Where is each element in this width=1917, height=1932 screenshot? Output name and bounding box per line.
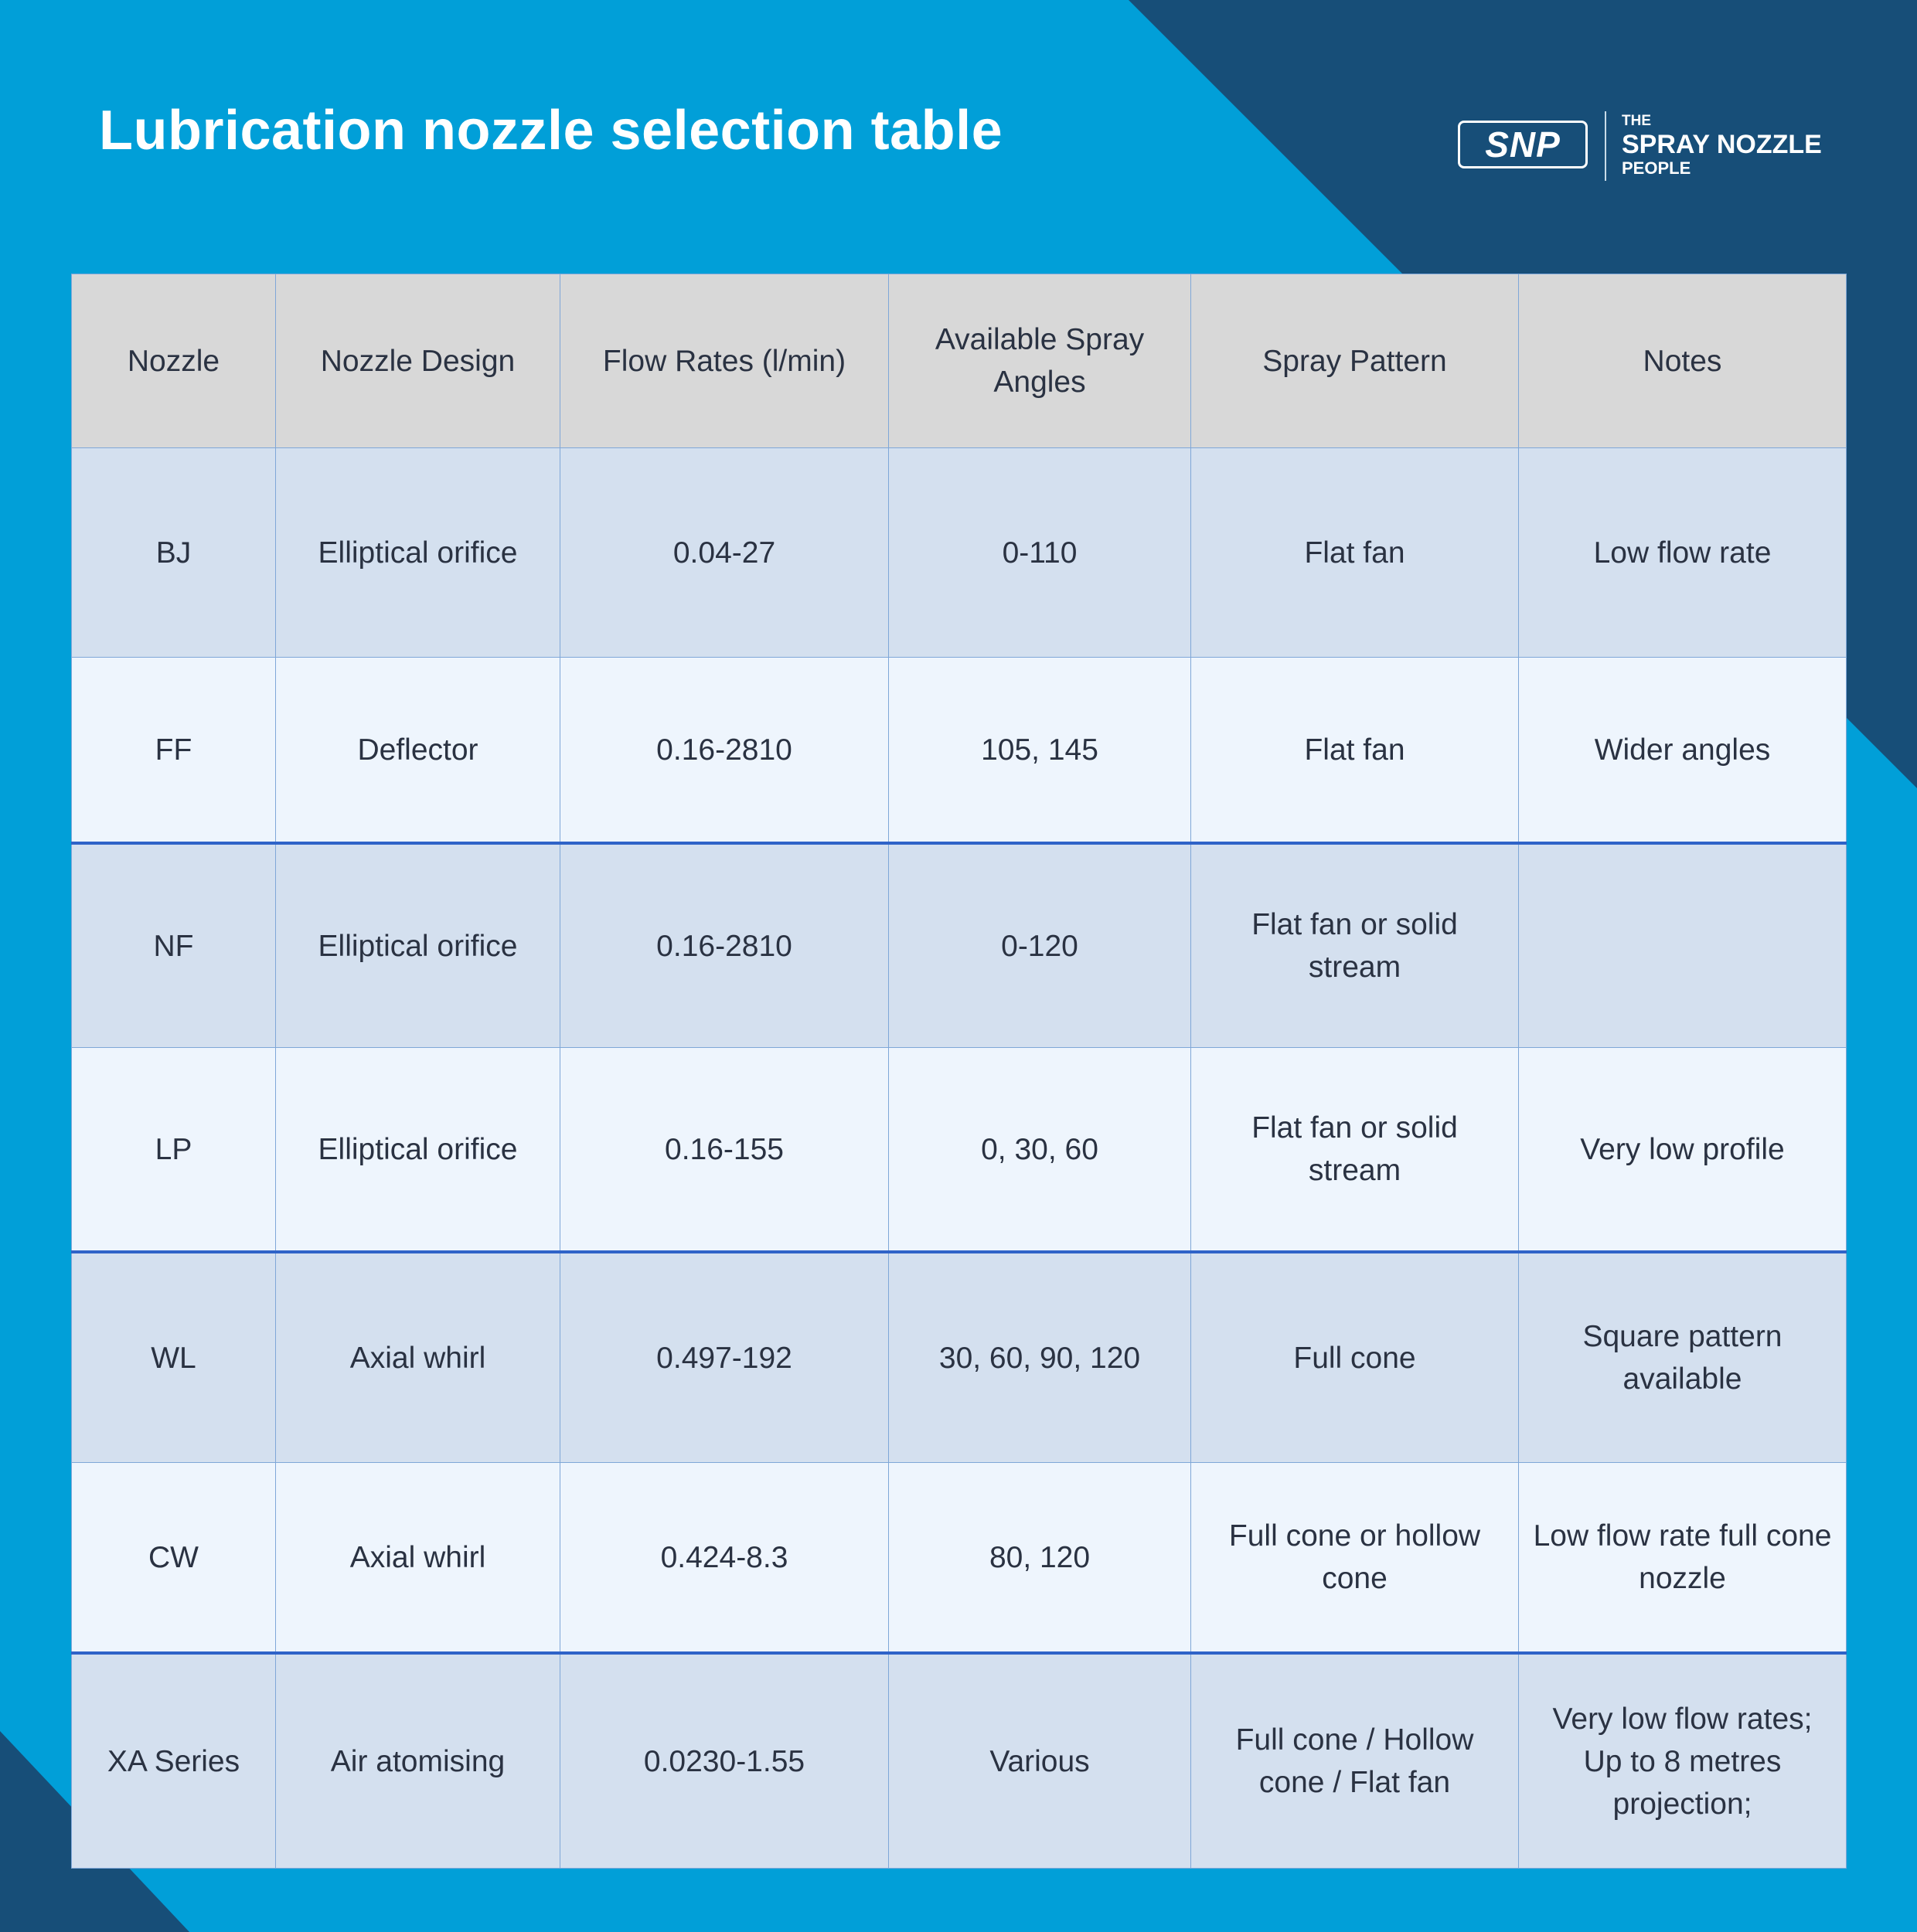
table-row [72, 843, 1847, 1048]
cell-spray-angles: 30, 60, 90, 120 [889, 1252, 1191, 1463]
logo-line-1: THE [1622, 113, 1651, 129]
cell-flow-rates: 0.424-8.3 [560, 1463, 889, 1654]
logo-line-2: SPRAY NOZZLE [1622, 130, 1822, 159]
cell-spray-pattern: Flat fan or solid stream [1191, 1048, 1519, 1253]
table-row [72, 1653, 1847, 1869]
header-notes: Notes [1519, 274, 1847, 448]
nozzle-selection-table [71, 274, 1847, 1869]
logo-line-3: PEOPLE [1622, 158, 1691, 178]
cell-spray-pattern: Flat fan [1191, 448, 1519, 658]
cell-notes: Very low flow rates; Up to 8 metres projection; [1519, 1653, 1847, 1869]
cell-nozzle: XA Series [72, 1653, 276, 1869]
header-nozzle: Nozzle [72, 274, 276, 448]
cell-notes [1519, 843, 1847, 1048]
cell-nozzle: BJ [72, 448, 276, 658]
cell-spray-pattern: Full cone / Hollow cone / Flat fan [1191, 1653, 1519, 1869]
cell-spray-pattern: Full cone or hollow cone [1191, 1463, 1519, 1654]
table-row [72, 1463, 1847, 1654]
table-row [72, 448, 1847, 658]
cell-spray-pattern: Flat fan or solid stream [1191, 843, 1519, 1048]
cell-flow-rates: 0.16-2810 [560, 843, 889, 1048]
cell-notes: Wider angles [1519, 658, 1847, 844]
cell-spray-pattern: Flat fan [1191, 658, 1519, 844]
cell-notes: Low flow rate full cone nozzle [1519, 1463, 1847, 1654]
logo-wordmark [1622, 113, 1822, 178]
cell-nozzle: WL [72, 1252, 276, 1463]
header-spray-angles: Available Spray Angles [889, 274, 1191, 448]
cell-nozzle-design: Elliptical orifice [276, 448, 560, 658]
cell-spray-angles: 0-110 [889, 448, 1191, 658]
header-spray-pattern: Spray Pattern [1191, 274, 1519, 448]
cell-notes: Very low profile [1519, 1048, 1847, 1253]
cell-spray-angles: 105, 145 [889, 658, 1191, 844]
cell-nozzle-design: Elliptical orifice [276, 1048, 560, 1253]
cell-nozzle-design: Axial whirl [276, 1463, 560, 1654]
logo-mark: SNP [1458, 121, 1588, 168]
table-row [72, 658, 1847, 844]
cell-spray-angles: 0, 30, 60 [889, 1048, 1191, 1253]
cell-flow-rates: 0.16-2810 [560, 658, 889, 844]
cell-nozzle-design: Axial whirl [276, 1252, 560, 1463]
table-row [72, 1252, 1847, 1463]
cell-flow-rates: 0.0230-1.55 [560, 1653, 889, 1869]
cell-spray-angles: 0-120 [889, 843, 1191, 1048]
cell-nozzle-design: Air atomising [276, 1653, 560, 1869]
cell-spray-angles: Various [889, 1653, 1191, 1869]
cell-spray-angles: 80, 120 [889, 1463, 1191, 1654]
header-nozzle-design: Nozzle Design [276, 274, 560, 448]
cell-nozzle-design: Deflector [276, 658, 560, 844]
page-title: Lubrication nozzle selection table [99, 100, 1003, 162]
logo-divider [1605, 111, 1606, 181]
header-flow-rates: Flow Rates (l/min) [560, 274, 889, 448]
table-row [72, 1048, 1847, 1253]
cell-nozzle: LP [72, 1048, 276, 1253]
cell-nozzle-design: Elliptical orifice [276, 843, 560, 1048]
cell-notes: Square pattern available [1519, 1252, 1847, 1463]
cell-flow-rates: 0.04-27 [560, 448, 889, 658]
cell-nozzle: NF [72, 843, 276, 1048]
cell-flow-rates: 0.16-155 [560, 1048, 889, 1253]
cell-spray-pattern: Full cone [1191, 1252, 1519, 1463]
cell-flow-rates: 0.497-192 [560, 1252, 889, 1463]
cell-nozzle: CW [72, 1463, 276, 1654]
cell-notes: Low flow rate [1519, 448, 1847, 658]
table-header-row [72, 274, 1847, 448]
cell-nozzle: FF [72, 658, 276, 844]
